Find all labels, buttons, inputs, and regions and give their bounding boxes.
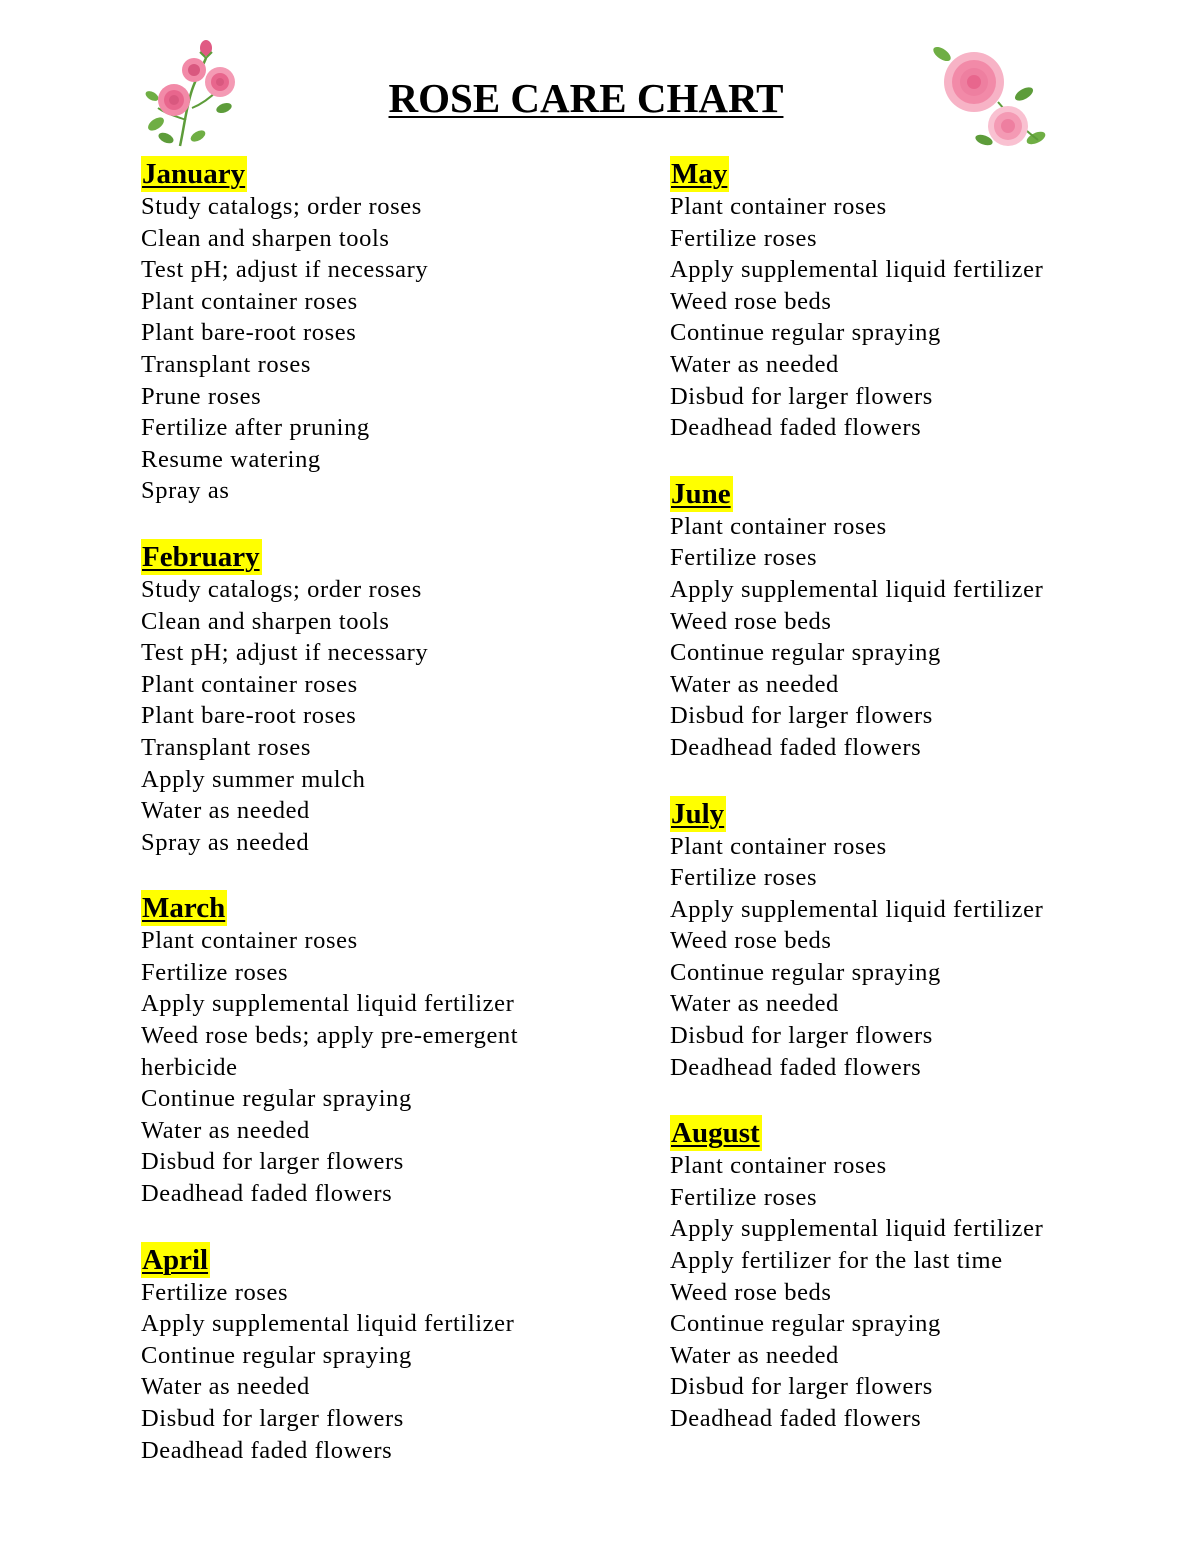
- task-item: Apply supplemental liquid fertilizer: [670, 1215, 1044, 1243]
- task-item: Fertilize roses: [670, 1183, 818, 1211]
- task-list: [670, 191, 1170, 444]
- task-item: Study catalogs; order roses: [141, 575, 422, 603]
- task-item: Continue regular spraying: [670, 958, 941, 986]
- task-item: Weed rose beds: [670, 1278, 832, 1306]
- task-item: Weed rose beds: [670, 927, 832, 955]
- task-item: Disbud for larger flowers: [141, 1405, 404, 1432]
- month-heading: May: [671, 158, 728, 190]
- task-item: Water as needed: [670, 990, 839, 1018]
- task-item: Deadhead faded flowers: [670, 1053, 922, 1081]
- task-item: Continue regular spraying: [141, 1085, 412, 1113]
- task-item: Test pH; adjust if necessary: [141, 639, 429, 667]
- task-item: Water as needed: [670, 1341, 839, 1369]
- task-item: Transplant roses: [141, 733, 311, 761]
- task-list: [141, 574, 611, 858]
- task-item: Apply summer mulch: [141, 765, 366, 793]
- task-item: Water as needed: [670, 670, 839, 698]
- task-item: Continue regular spraying: [670, 319, 941, 347]
- task-item: Disbud for larger flowers: [670, 702, 933, 730]
- task-item: Deadhead faded flowers: [141, 1180, 393, 1208]
- task-item: Water as needed: [141, 1373, 310, 1401]
- task-item: Test pH; adjust if necessary: [141, 256, 429, 284]
- task-list: [670, 831, 1170, 1084]
- month-section-january: [141, 156, 611, 507]
- task-item: Clean and sharpen tools: [141, 607, 390, 635]
- task-item: Fertilize roses: [670, 864, 818, 892]
- task-item: Plant container roses: [670, 512, 887, 540]
- task-item: Apply supplemental liquid fertilizer: [670, 256, 1044, 284]
- task-list: [141, 925, 611, 1209]
- task-list: [670, 511, 1170, 764]
- task-item: Deadhead faded flowers: [670, 733, 922, 761]
- task-list: [141, 191, 611, 507]
- task-item: Water as needed: [141, 1116, 310, 1144]
- task-item: Disbud for larger flowers: [670, 382, 933, 410]
- task-item: Continue regular spraying: [670, 1310, 941, 1338]
- month-heading: February: [142, 540, 260, 573]
- task-item: Fertilize roses: [670, 224, 818, 252]
- left-column: [141, 156, 611, 1498]
- task-item: Fertilize roses: [141, 958, 289, 986]
- task-item: Plant bare-root roses: [141, 319, 357, 347]
- task-item: Plant container roses: [141, 927, 358, 955]
- task-item: Prune roses: [141, 382, 262, 410]
- month-section-may: [670, 156, 1170, 444]
- task-item: Apply supplemental liquid fertilizer: [670, 895, 1044, 923]
- task-item: Apply supplemental liquid fertilizer: [141, 990, 515, 1018]
- task-item: Plant bare-root roses: [141, 702, 357, 730]
- task-item: Fertilize roses: [670, 544, 818, 572]
- month-heading: August: [671, 1117, 760, 1150]
- month-heading: July: [671, 797, 725, 830]
- task-item: Clean and sharpen tools: [141, 224, 390, 252]
- task-item: Water as needed: [141, 797, 310, 825]
- right-column: [670, 156, 1170, 1467]
- task-item: Apply fertilizer for the last time: [670, 1247, 1003, 1275]
- task-item: Fertilize after pruning: [141, 414, 370, 442]
- task-item: Transplant roses: [141, 350, 311, 378]
- task-item: Fertilize roses: [141, 1278, 289, 1306]
- task-item: Spray as: [141, 477, 230, 505]
- month-section-august: [670, 1115, 1170, 1434]
- task-item: Disbud for larger flowers: [670, 1022, 933, 1050]
- page-title: ROSE CARE CHART: [388, 75, 784, 121]
- month-section-february: [141, 539, 611, 858]
- month-section-april: [141, 1242, 611, 1467]
- task-item: Disbud for larger flowers: [141, 1148, 404, 1176]
- month-heading: January: [142, 158, 246, 190]
- task-item: Deadhead faded flowers: [670, 1405, 922, 1432]
- rose-decoration-right-icon: [928, 40, 1050, 156]
- task-item: Apply supplemental liquid fertilizer: [670, 575, 1044, 603]
- task-item: Plant container roses: [141, 287, 358, 315]
- month-heading: March: [142, 892, 226, 925]
- task-item: Resume watering: [141, 445, 321, 473]
- task-item: Plant container roses: [141, 670, 358, 698]
- task-list: [141, 1277, 611, 1467]
- task-item: Study catalogs; order roses: [141, 193, 422, 220]
- task-item: Weed rose beds: [670, 287, 832, 315]
- task-list: [670, 1150, 1170, 1434]
- task-item: Apply supplemental liquid fertilizer: [141, 1310, 515, 1338]
- task-item: Disbud for larger flowers: [670, 1373, 933, 1401]
- task-item: Weed rose beds: [670, 607, 832, 635]
- task-item: Weed rose beds; apply pre-emergent herbicide: [141, 1022, 519, 1081]
- task-item: Water as needed: [670, 350, 839, 378]
- task-item: Continue regular spraying: [670, 639, 941, 667]
- month-heading: April: [142, 1243, 209, 1276]
- task-item: Plant container roses: [670, 1152, 887, 1180]
- task-item: Continue regular spraying: [141, 1341, 412, 1369]
- task-item: Plant container roses: [670, 193, 887, 220]
- month-section-march: [141, 890, 611, 1209]
- task-item: Deadhead faded flowers: [141, 1436, 393, 1464]
- month-heading: June: [671, 477, 731, 510]
- month-section-july: [670, 796, 1170, 1084]
- task-item: Spray as needed: [141, 828, 310, 856]
- task-item: Deadhead faded flowers: [670, 414, 922, 442]
- month-section-june: [670, 476, 1170, 764]
- task-item: Plant container roses: [670, 832, 887, 860]
